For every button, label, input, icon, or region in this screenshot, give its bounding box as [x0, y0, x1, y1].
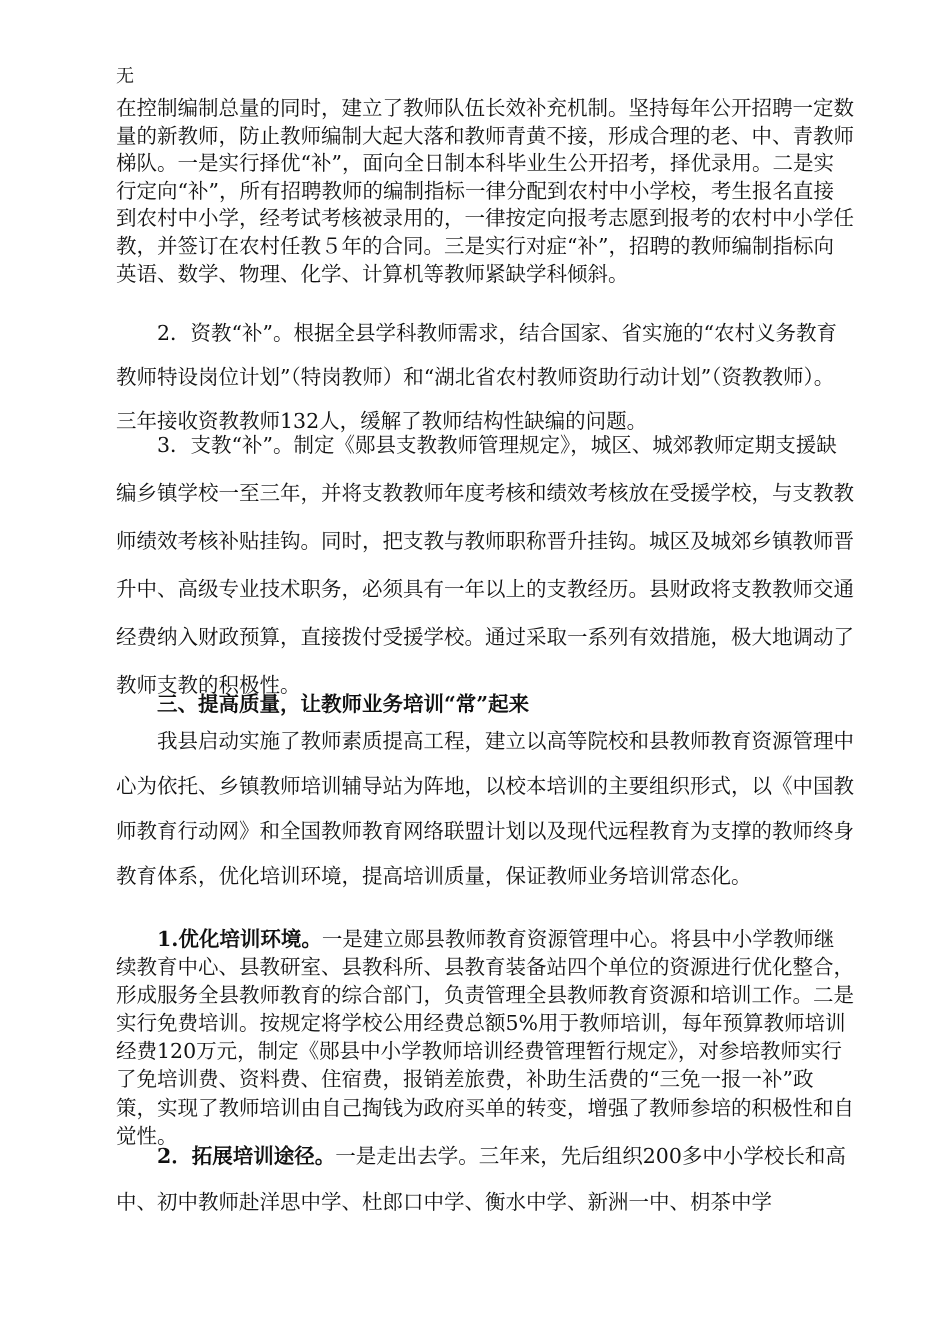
paragraph-teacher-supplement: 在控制编制总量的同时，建立了教师队伍长效补充机制。坚持每年公开招聘一定数量的新教师，防止教师编制大起大落和教师青黄不接，形成合理的老、中、青教师梯队。一是实行择优“补”，面向全日制本科毕业生公开招考，择优录用。二是实行定向“补”，所有招聘教师的编制指标一律分配到农村中小学校，考生报名直接到农村中小学，经考试考核被录用的，一律按定向报考志愿到报考的农村中小学任教，并签订在农村任教５年的合同。三是实行对症“补”，招聘的教师编制指标向英语、数学、物理、化学、计算机等教师紧缺学科倾斜。	[116, 96, 854, 286]
body-training-channels: 一是走出去学。三年来，先后组织200多中小学校长和高中、初中教师赴洋思中学、杜郎口中学、衡水中学、新洲一中、枂茶中学	[116, 1144, 846, 1214]
paragraph-quality-program: 我县启动实施了教师素质提高工程，建立以高等院校和县教师教育资源管理中心为依托、乡镇教师培训辅导站为阵地，以校本培训的主要组织形式，以《中国教师教育行动网》和全国教师教育网络联盟计划以及现代远程教育为支撑的教师终身教育体系，优化培训环境，提高培训质量，保证教师业务培训常态化。	[116, 729, 854, 888]
body-training-environment: 一是建立郧县教师教育资源管理中心。将县中小学教师继续教育中心、县教研室、县教科所、县教育装备站四个单位的资源进行优化整合，形成服务全县教师教育的综合部门，负责管理全县教师教育资源和培训工作。二是实行免费培训。按规定将学校公用经费总额5%用于教师培训，每年预算教师培训经费120万元，制定《郧县中小学教师培训经费管理暂行规定》，对参培教师实行了免培训费、资料费、住宿费，报销差旅费，补助生活费的“三免一报一补”政策，实现了教师培训由自己掏钱为政府买单的转变，增强了教师参培的积极性和自觉性。	[116, 927, 854, 1148]
lead-training-environment: 1.优化培训环境。	[157, 927, 322, 951]
lead-training-channels: 2．拓展培训途径。	[157, 1144, 336, 1168]
paragraph-funded-teachers: 2．资教“补”。根据全县学科教师需求，结合国家、省实施的“农村义务教育教师特设岗位计划”（特岗教师）和“湖北省农村教师资助行动计划”（资教教师）。三年接收资教教师132人，缓解了教师结构性缺编的问题。	[116, 321, 837, 433]
header-mark: 无	[116, 66, 134, 87]
section-heading-3: 三、提高质量，让教师业务培训“常”起来	[157, 692, 530, 716]
paragraph-support-teaching: 3．支教“补”。制定《郧县支教教师管理规定》，城区、城郊教师定期支援缺编乡镇学校一至三年，并将支教教师年度考核和绩效考核放在受援学校，与支教教师绩效考核补贴挂钩。同时，把支教与教师职称晋升挂钩。城区及城郊乡镇教师晋升中、高级专业技术职务，必须具有一年以上的支教经历。县财政将支教教师交通经费纳入财政预算，直接拨付受援学校。通过采取一系列有效措施，极大地调动了教师支教的积极性。	[116, 433, 854, 697]
paragraph-training-environment	[116, 925, 854, 1150]
paragraph-training-channels	[116, 1133, 854, 1225]
